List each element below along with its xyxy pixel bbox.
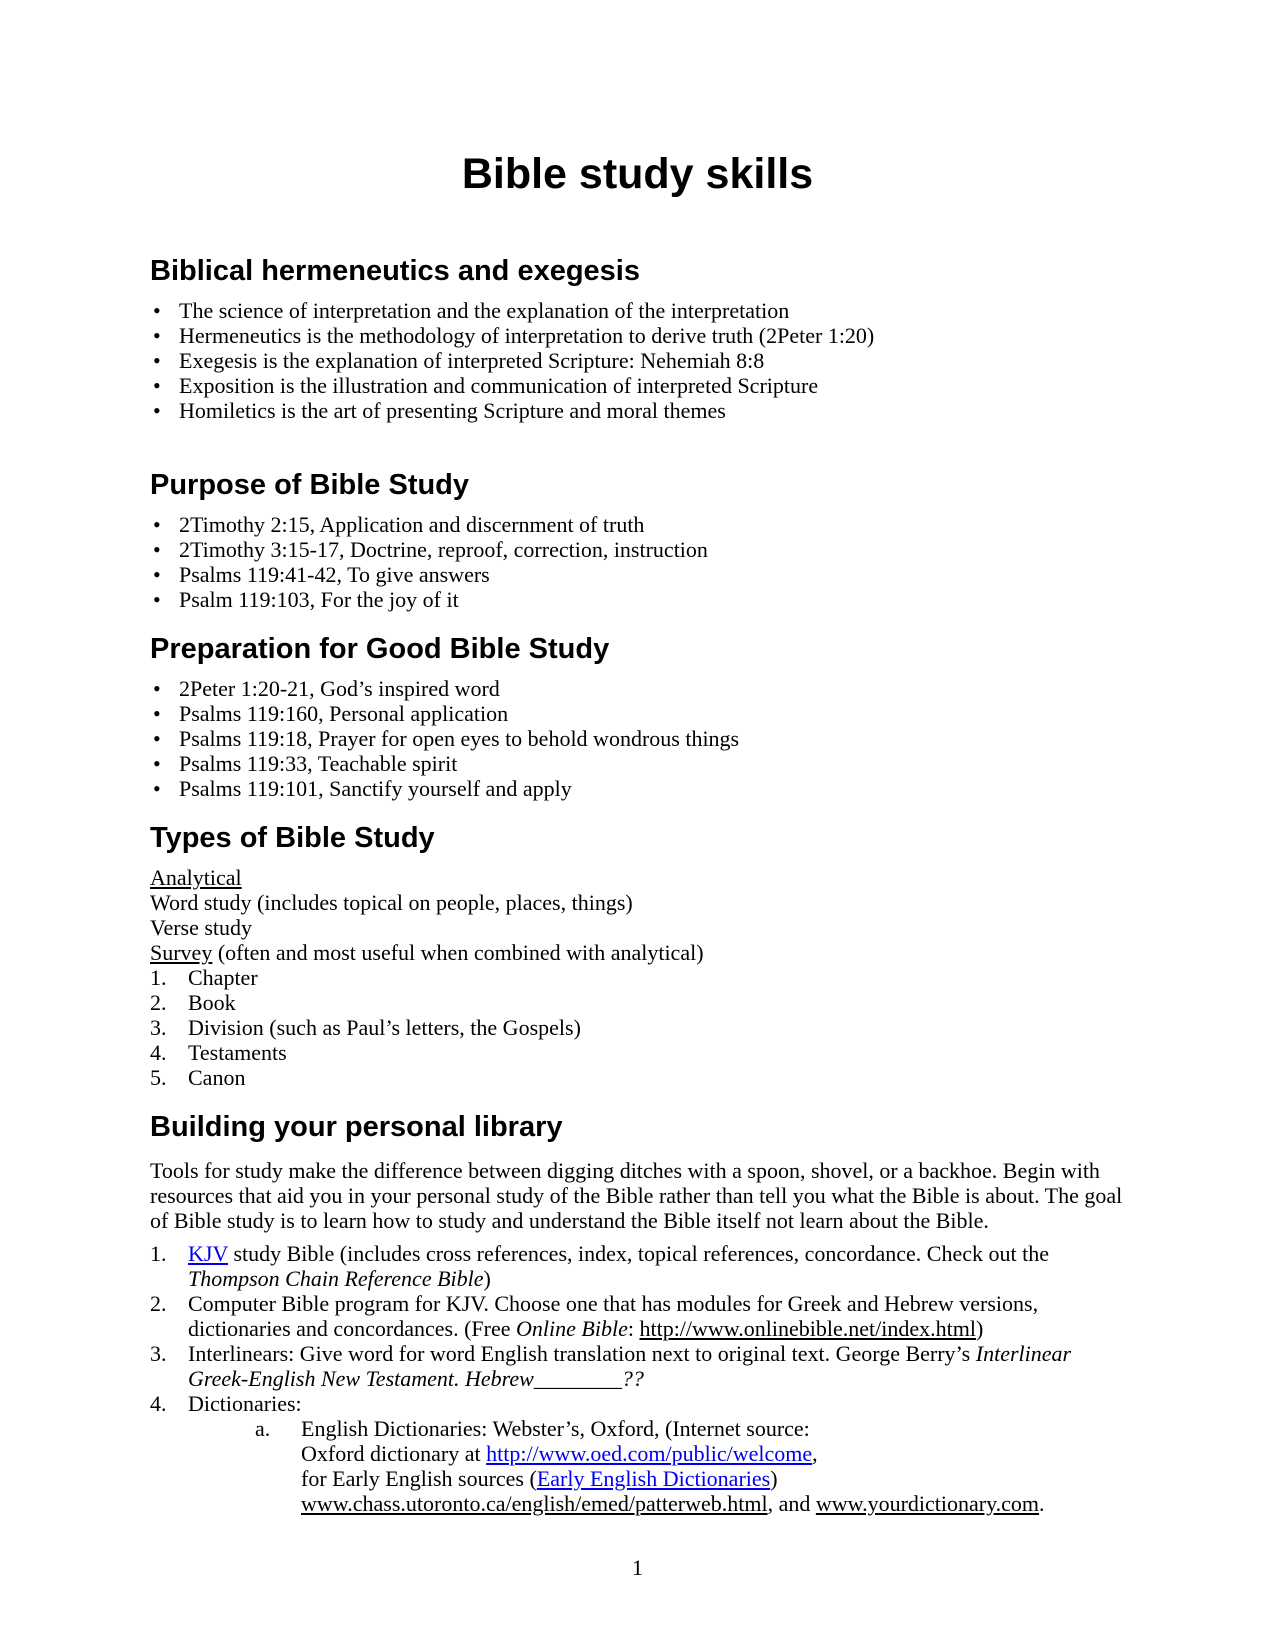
early-english-dictionaries-link[interactable]: Early English Dictionaries: [536, 1466, 771, 1491]
sublist-line: [188, 1491, 1125, 1516]
types-word-study-line: Word study (includes topical on people, places, things): [150, 890, 633, 915]
book-title-italic: Thompson Chain Reference Bible: [188, 1266, 484, 1291]
sublist-letter: a.: [255, 1416, 271, 1441]
oed-url-link[interactable]: http://www.oed.com/public/welcome: [486, 1441, 813, 1466]
section-heading-hermeneutics: Biblical hermeneutics and exegesis: [150, 255, 640, 287]
list-item: [150, 965, 1125, 990]
bullet-item: • Homiletics is the art of presenting Scripture and moral themes: [150, 398, 1125, 423]
bullet-item: • Psalm 119:103, For the joy of it: [150, 587, 1125, 612]
list-number: 1.: [150, 1241, 167, 1266]
bullet-item: • The science of interpretation and the explanation of the interpretation: [150, 298, 1125, 323]
sublist-line-text: Oxford dictionary at: [301, 1441, 487, 1466]
bullet-item: • Exposition is the illustration and communication of interpreted Scripture: [150, 373, 1125, 398]
bullet-item: • Psalms 119:101, Sanctify yourself and apply: [150, 776, 1125, 801]
survey-description: (often and most useful when combined with analytical): [212, 940, 704, 965]
bullet-list: [150, 298, 1125, 423]
library-intro-paragraph: Tools for study make the difference between digging ditches with a spoon, shovel, or a backhoe. Begin with resources that aid you in your personal study of the Bible rather than tell you what the Bible is about. The goal of Bible study is to learn how to study and understand the Bible itself not learn about the Bible.: [150, 1158, 1123, 1233]
list-number: 2.: [150, 990, 167, 1015]
book-title-italic: Online Bible: [516, 1316, 628, 1341]
sublist-line-text: , and: [767, 1491, 816, 1516]
survey-numbered-list: [150, 965, 1125, 1090]
list-item-text: Division (such as Paul’s letters, the Gospels): [188, 1015, 581, 1040]
library-numbered-list: [150, 1241, 1125, 1516]
section-heading-types: Types of Bible Study: [150, 822, 435, 854]
list-item: [150, 1015, 1125, 1040]
analytical-label: Analytical: [150, 865, 242, 890]
bullet-item: • Psalms 119:41-42, To give answers: [150, 562, 1125, 587]
page-number: 1: [632, 1555, 643, 1580]
list-item-text: Dictionaries:: [188, 1391, 302, 1416]
list-number: 2.: [150, 1291, 167, 1316]
document-title: Bible study skills: [461, 150, 814, 198]
bullet-item: • 2Timothy 2:15, Application and discernment of truth: [150, 512, 1125, 537]
list-number: 1.: [150, 965, 167, 990]
bullet-item: • Exegesis is the explanation of interpreted Scripture: Nehemiah 8:8: [150, 348, 1125, 373]
section-hermeneutics: [150, 254, 1125, 448]
bullet-item: • Psalms 119:18, Prayer for open eyes to behold wondrous things: [150, 726, 1125, 751]
bullet-item: • Psalms 119:160, Personal application: [150, 701, 1125, 726]
list-number: 4.: [150, 1391, 167, 1416]
sublist-line: [188, 1466, 1125, 1491]
list-item-text: Testaments: [188, 1040, 287, 1065]
section-heading-preparation: Preparation for Good Bible Study: [150, 633, 610, 665]
list-number: 5.: [150, 1065, 167, 1090]
bullet-item: • 2Peter 1:20-21, God’s inspired word: [150, 676, 1125, 701]
blank-line: [150, 423, 1125, 448]
section-heading-purpose: Purpose of Bible Study: [150, 469, 470, 501]
bullet-item: • Hermeneutics is the methodology of interpretation to derive truth (2Peter 1:20): [150, 323, 1125, 348]
list-item: [150, 1391, 1125, 1516]
sublist-line: English Dictionaries: Webster’s, Oxford, (Internet source:: [301, 1416, 810, 1441]
list-item: [150, 1291, 1125, 1341]
list-item-text: ): [975, 1316, 984, 1341]
bullet-list: [150, 676, 1125, 801]
chass-utoronto-url-link[interactable]: www.chass.utoronto.ca/english/emed/patterweb.html: [301, 1491, 768, 1516]
sublist-line-text: ,: [812, 1441, 818, 1466]
list-item-text: Interlinears: Give word for word English translation next to original text. George Berry’s: [188, 1341, 976, 1366]
list-item-text: ): [483, 1266, 491, 1291]
list-item: [150, 1241, 1125, 1291]
list-item-text: :: [627, 1316, 640, 1341]
bullet-item: • Psalms 119:33, Teachable spirit: [150, 751, 1125, 776]
sublist-line-text: .: [1039, 1491, 1045, 1516]
list-item-text: Canon: [188, 1065, 246, 1090]
types-analytical-line: [150, 865, 1125, 890]
types-survey-line: [150, 940, 1125, 965]
yourdictionary-url-link[interactable]: www.yourdictionary.com: [815, 1491, 1040, 1516]
sublist-line-text: ): [770, 1466, 778, 1491]
bullet-item: • 2Timothy 3:15-17, Doctrine, reproof, correction, instruction: [150, 537, 1125, 562]
section-types: [150, 821, 1125, 1090]
sublist-item: [188, 1416, 1125, 1516]
list-item-text: study Bible (includes cross references, index, topical references, concordance. Check out the: [227, 1241, 1049, 1266]
survey-label: Survey: [150, 940, 213, 965]
kjv-link[interactable]: KJV: [188, 1241, 228, 1266]
list-number: 3.: [150, 1015, 167, 1040]
list-item: [150, 990, 1125, 1015]
list-item-text: Chapter: [188, 965, 258, 990]
list-item-text: Book: [188, 990, 236, 1015]
list-number: 3.: [150, 1341, 167, 1366]
book-title-italic: Interlinear Greek-English New Testament. Hebrew________??: [188, 1341, 1072, 1391]
sublist-line: [188, 1441, 1125, 1466]
list-number: 4.: [150, 1040, 167, 1065]
list-item: [150, 1040, 1125, 1065]
section-library: [150, 1110, 1125, 1516]
list-item: [150, 1341, 1125, 1391]
list-item-text: Computer Bible program for KJV. Choose one that has modules for Greek and Hebrew versions, dictionaries and concordances. (Free: [188, 1291, 1039, 1341]
onlinebible-url-link[interactable]: http://www.onlinebible.net/index.html: [639, 1316, 976, 1341]
types-verse-study-line: Verse study: [150, 915, 253, 940]
section-preparation: [150, 632, 1125, 801]
section-heading-library: Building your personal library: [150, 1111, 563, 1143]
dictionaries-sublist: [188, 1416, 1125, 1516]
list-item: [150, 1065, 1125, 1090]
section-purpose: [150, 468, 1125, 612]
sublist-line-text: for Early English sources (: [301, 1466, 537, 1491]
bullet-list: [150, 512, 1125, 612]
